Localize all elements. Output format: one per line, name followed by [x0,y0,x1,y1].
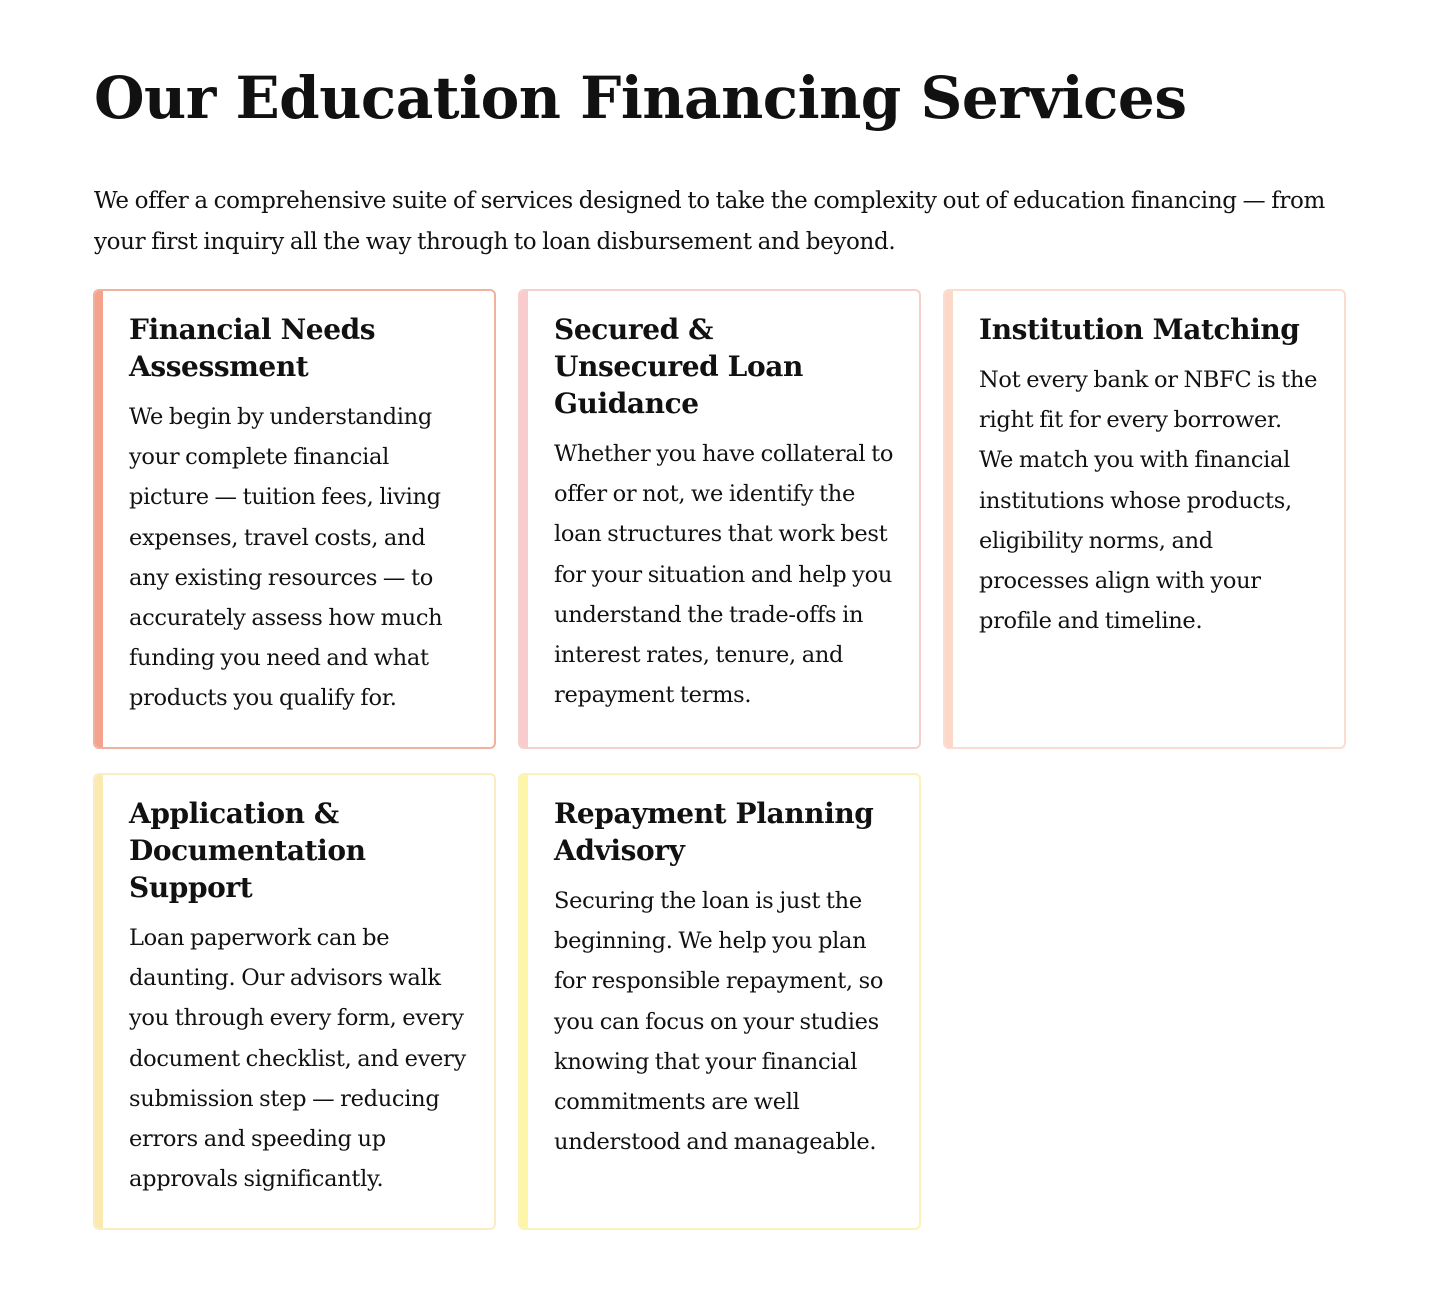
service-card-description: Securing the loan is just the beginning. We help you plan for responsible repayment, so you can focus on your studies knowing that your financial commitments are well understood and manageable. [554,888,884,1156]
service-card-institution-matching [943,289,1346,749]
service-card-application-support [93,773,496,1230]
service-card-title: Secured & Unsecured Loan Guidance [554,313,803,420]
intro-paragraph: We offer a comprehensive suite of services designed to take the complexity out of education financing — from your first inquiry all the way through to loan disbursement and beyond. [94,188,1325,255]
service-card-title: Repayment Planning Advisory [554,797,874,867]
service-card-title: Financial Needs Assessment [129,313,376,383]
service-card-description: Not every bank or NBFC is the right fit for every borrower. We match you with financial institutions whose products, eligibility norms, and processes align with your profile and timeline. [979,367,1318,635]
page-title: Our Education Financing Services [94,64,1187,132]
service-card-description: Whether you have collateral to offer or not, we identify the loan structures that work best for your situation and help you understand the trade-offs in interest rates, tenure, and repayment terms. [554,441,894,709]
service-card-loan-guidance [518,289,921,749]
service-card-description: We begin by understanding your complete financial picture — tuition fees, living expenses, travel costs, and any existing resources — to accurately assess how much funding you need and what products you qualify for. [129,404,443,712]
service-card-financial-needs-assessment [93,289,496,749]
service-card-repayment-planning [518,773,921,1230]
service-card-title: Institution Matching [979,313,1300,346]
service-card-description: Loan paperwork can be daunting. Our advisors walk you through every form, every document checklist, and every submission step — reducing errors and speeding up approvals significantly. [129,925,466,1193]
service-card-title: Application & Documentation Support [129,797,366,904]
